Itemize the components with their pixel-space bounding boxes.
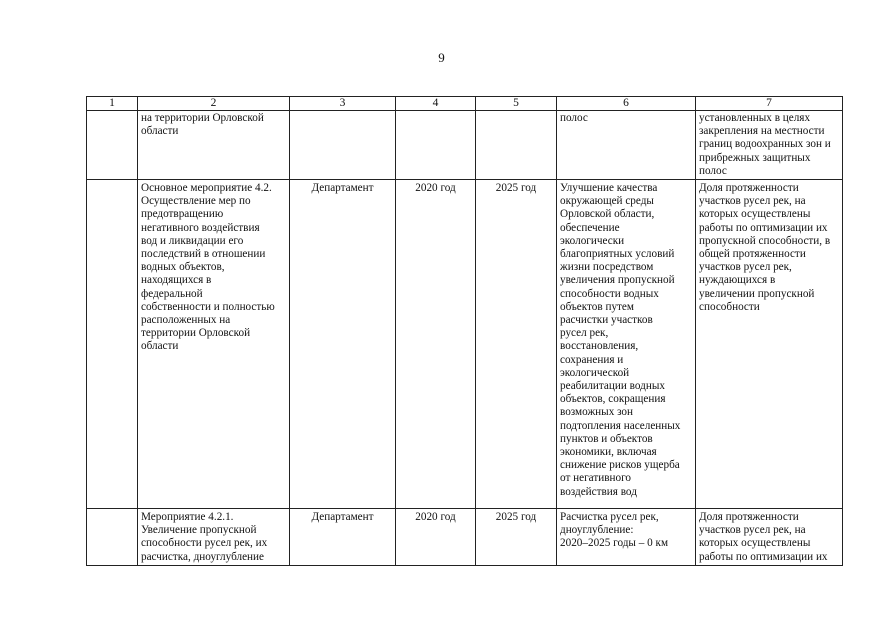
table-cell xyxy=(87,180,138,509)
table-row xyxy=(87,180,843,509)
column-header-3: 3 xyxy=(290,97,396,111)
table-cell: Департамент xyxy=(290,180,396,509)
table-cell xyxy=(87,111,138,180)
column-header-4: 4 xyxy=(396,97,476,111)
column-header-5: 5 xyxy=(476,97,557,111)
table-cell: установленных в целях закрепления на местности границ водоохранных зон и прибрежных защитных полос xyxy=(696,111,843,180)
table-cell xyxy=(87,509,138,566)
table-cell xyxy=(476,111,557,180)
table-cell: 2020 год xyxy=(396,180,476,509)
table-cell xyxy=(290,111,396,180)
table-cell: 2025 год xyxy=(476,509,557,566)
table-cell: Доля протяженности участков русел рек, на которых осуществлены работы по оптимизации их xyxy=(696,509,843,566)
table-cell: полос xyxy=(557,111,696,180)
column-header-6: 6 xyxy=(557,97,696,111)
column-header-7: 7 xyxy=(696,97,843,111)
table-cell: Основное мероприятие 4.2. Осуществление мер по предотвращению негативного воздействия вод и ликвидации его последствий в отношении водных объектов, находящихся в федеральной собственности и полностью расположенных на территории Орловской области xyxy=(138,180,290,509)
table-cell: на территории Орловской области xyxy=(138,111,290,180)
table-cell: Департамент xyxy=(290,509,396,566)
table-cell: 2025 год xyxy=(476,180,557,509)
table-cell: Расчистка русел рек, дноуглубление: 2020–2025 годы – 0 км xyxy=(557,509,696,566)
table-header-row xyxy=(87,97,843,111)
table-cell: Мероприятие 4.2.1. Увеличение пропускной способности русел рек, их расчистка, дноуглубление xyxy=(138,509,290,566)
table-cell xyxy=(396,111,476,180)
table-cell: Улучшение качества окружающей среды Орловской области, обеспечение экологически благоприятных условий жизни посредством увеличения пропускной способности водных объектов путем расчистки участков русел рек, восстановления, сохранения и экологической реабилитации водных объектов, сокращения возможных зон подтопления населенных пунктов и объектов экономики, включая снижение рисков ущерба от негативного воздействия вод xyxy=(557,180,696,509)
table-row xyxy=(87,509,843,566)
column-header-1: 1 xyxy=(87,97,138,111)
document-table xyxy=(86,96,843,566)
table-cell: 2020 год xyxy=(396,509,476,566)
table-row xyxy=(87,111,843,180)
page-number: 9 xyxy=(438,50,445,65)
table-cell: Доля протяженности участков русел рек, на которых осуществлены работы по оптимизации их пропускной способности, в общей протяженности участков русел рек, нуждающихся в увеличении пропускной способности xyxy=(696,180,843,509)
column-header-2: 2 xyxy=(138,97,290,111)
